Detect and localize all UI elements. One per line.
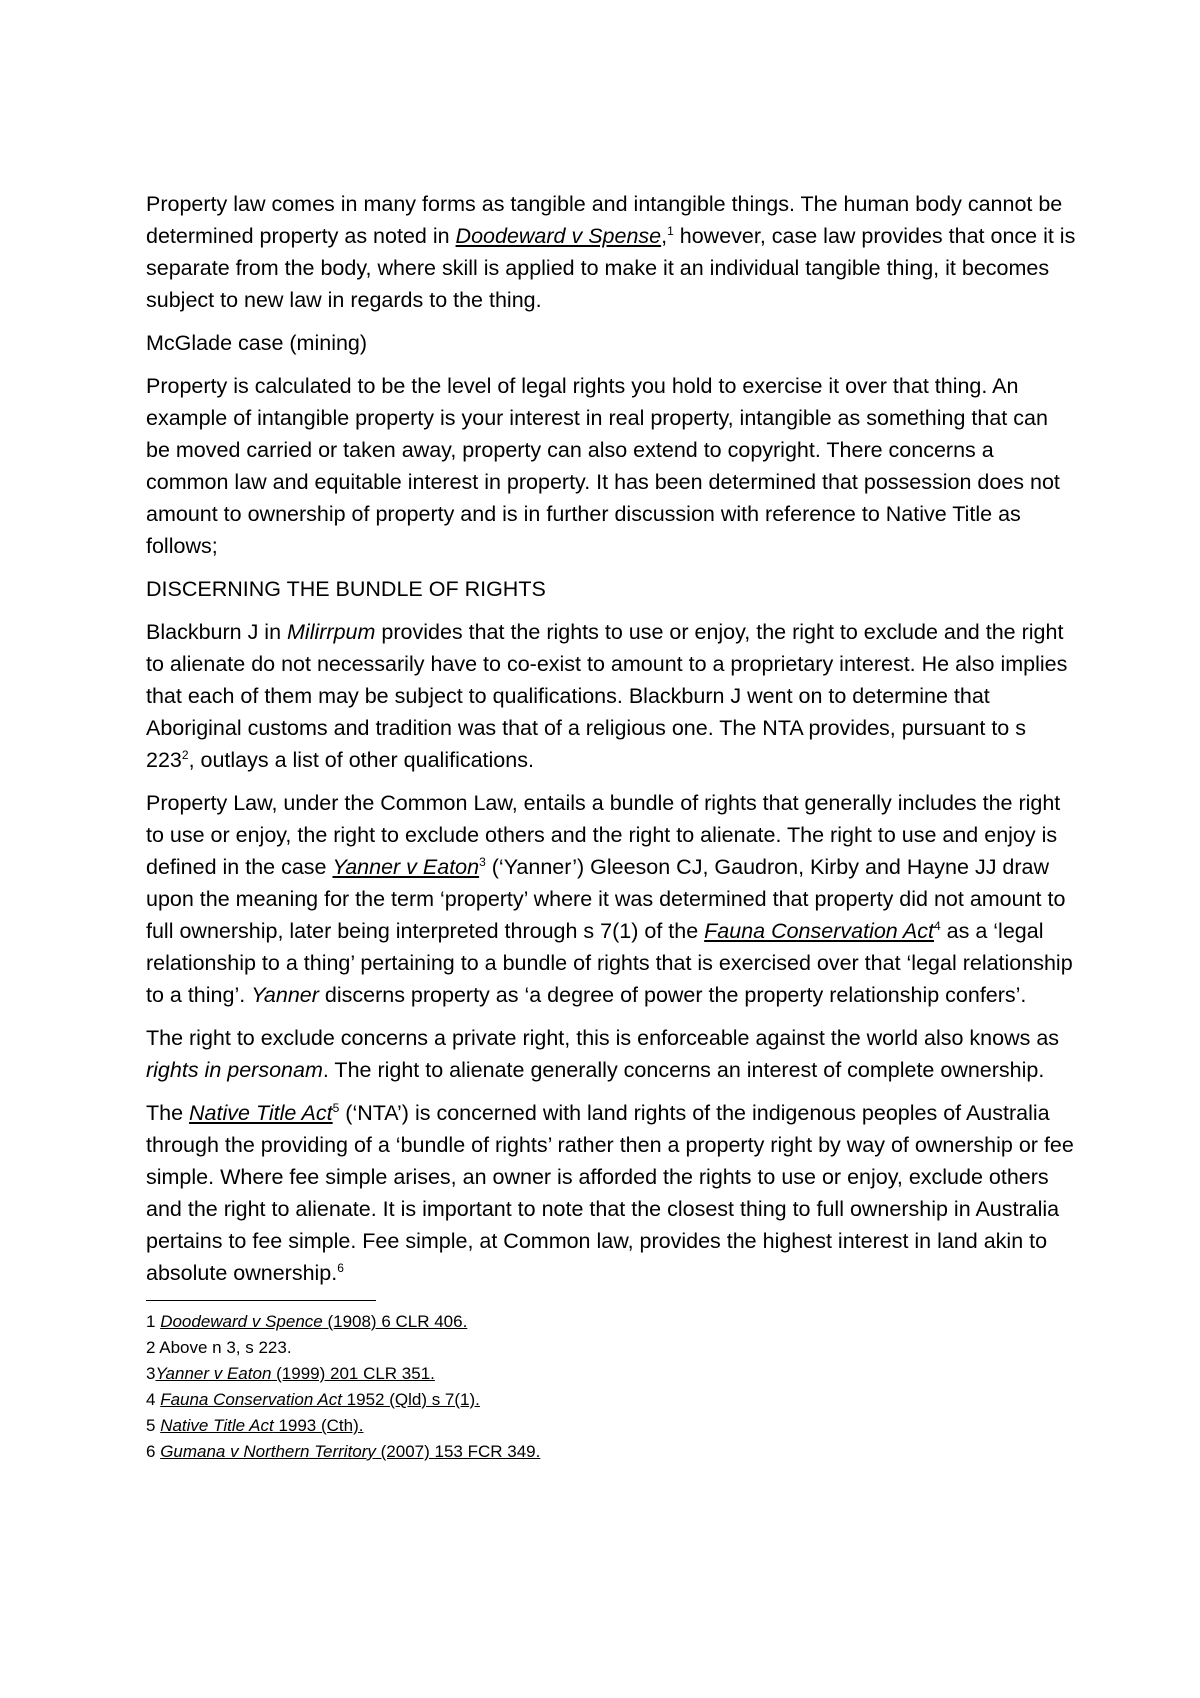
footnote	[146, 1361, 1076, 1387]
text-run: Property law comes in many forms as tangible and intangible things. The human body cannot be determined property as noted in	[146, 192, 1063, 248]
paragraph-native-title	[146, 1097, 1076, 1289]
footnote-number: 2 Above n 3, s 223.	[146, 1338, 292, 1357]
paragraph-common-law	[146, 787, 1076, 1011]
case-citation: Gumana v Northern Territory	[160, 1442, 376, 1461]
text-run: Blackburn J in	[146, 620, 288, 644]
case-citation: Yanner v Eaton	[332, 855, 480, 879]
text-run: Property Law, under the Common Law, entails a bundle of rights that generally includes the right to use or enjoy, the right to exclude others and the right to alienate. The right to use and enjoy is defined in the case	[146, 791, 1061, 879]
citation-detail: (1908) 6 CLR 406.	[322, 1312, 468, 1331]
text-run: (‘Yanner’) Gleeson CJ, Gaudron, Kirby and Hayne JJ draw upon the meaning for the term ‘property’ where it was determined that property did not amount to full ownership, later being interpreted through s 7(1) of the	[146, 855, 1066, 943]
case-citation: Doodeward v Spense	[455, 224, 662, 248]
footnote-number: 6	[146, 1442, 161, 1461]
footnote	[146, 1413, 1076, 1439]
footnote	[146, 1387, 1076, 1413]
case-citation: Milirrpum	[287, 620, 376, 644]
text-run: (‘NTA’) is concerned with land rights of the indigenous peoples of Australia through the providing of a ‘bundle of rights’ rather then a property right by way of ownership or fee simple. Where fee simple arises, an owner is afforded the rights to use or enjoy, exclude others and the right to alienate. It is important to note that the closest thing to full ownership in Australia pertains to fee simple. Fee simple, at Common law, provides the highest interest in land akin to absolute ownership.	[146, 1101, 1074, 1285]
paragraph-exclude	[146, 1022, 1076, 1086]
footnote-number: 5	[146, 1416, 161, 1435]
text-run: , outlays a list of other qualifications.	[188, 748, 534, 772]
act-citation: Fauna Conservation Act	[704, 919, 934, 943]
citation-detail: 1952 (Qld) s 7(1).	[341, 1390, 480, 1409]
footnote-ref: 5	[332, 1100, 340, 1115]
footnote	[146, 1309, 1076, 1335]
text-run: The right to exclude concerns a private right, this is enforceable against the world also knows as	[146, 1026, 1060, 1050]
case-citation: Yanner v Eaton	[155, 1364, 272, 1383]
paragraph-property-rights: Property is calculated to be the level of legal rights you hold to exercise it over that thing. An example of intangible property is your interest in real property, intangible as something that can be moved carried or taken away, property can also extend to copyright. There concerns a common law and equitable interest in property. It has been determined that possession does not amount to ownership of property and is in further discussion with reference to Native Title as follows;	[146, 374, 1060, 558]
citation-detail: (1999) 201 CLR 351.	[271, 1364, 435, 1383]
case-citation: Yanner	[251, 983, 319, 1007]
citation-detail: 1993 (Cth).	[273, 1416, 364, 1435]
text-run: however, case law provides that once it is separate from the body, where skill is applied to make it an individual tangible thing, it becomes subject to new law in regards to the thing.	[146, 224, 1076, 312]
case-citation: Doodeward v Spence	[160, 1312, 323, 1331]
footnote-number: 4	[146, 1390, 161, 1409]
citation-detail: (2007) 153 FCR 349.	[375, 1442, 541, 1461]
footnote-ref: 2	[181, 747, 189, 762]
footnote-ref: 1	[667, 223, 674, 238]
footnote	[146, 1335, 1076, 1361]
text-run: provides that the rights to use or enjoy, the right to exclude and the right to alienate do not necessarily have to co-exist to amount to a proprietary interest. He also implies that each of them may be subject to qualifications. Blackburn J went on to determine that Aboriginal customs and tradition was that of a religious one. The NTA provides, pursuant to s 223	[146, 620, 1068, 772]
text-run: The	[146, 1101, 190, 1125]
paragraph-milirrpum	[146, 616, 1076, 776]
paragraph-intro	[146, 188, 1076, 316]
text-run: as a ‘legal relationship to a thing’ pertaining to a bundle of rights that is exercised over that ‘legal relationship to a thing’.	[146, 919, 1073, 1007]
footnote-number: 3	[146, 1364, 156, 1383]
act-citation: Native Title Act	[189, 1101, 333, 1125]
document-page	[146, 188, 1076, 1465]
footnote-ref: 3	[479, 854, 486, 869]
paragraph-mcglade: McGlade case (mining)	[146, 331, 368, 355]
text-run: . The right to alienate generally concerns an interest of complete ownership.	[322, 1058, 1045, 1082]
text-run: discerns property as ‘a degree of power the property relationship confers’.	[318, 983, 1027, 1007]
footnote-number: 1	[146, 1312, 161, 1331]
act-citation: Native Title Act	[160, 1416, 274, 1435]
section-heading: DISCERNING THE BUNDLE OF RIGHTS	[146, 577, 546, 601]
latin-term: rights in personam	[146, 1058, 323, 1082]
footnote-ref: 6	[337, 1260, 344, 1275]
text-run: ,	[661, 224, 668, 248]
footnote	[146, 1439, 1076, 1465]
footnotes	[146, 1309, 1076, 1465]
act-citation: Fauna Conservation Act	[160, 1390, 342, 1409]
footnote-separator	[146, 1300, 376, 1301]
footnote-ref: 4	[934, 918, 941, 933]
